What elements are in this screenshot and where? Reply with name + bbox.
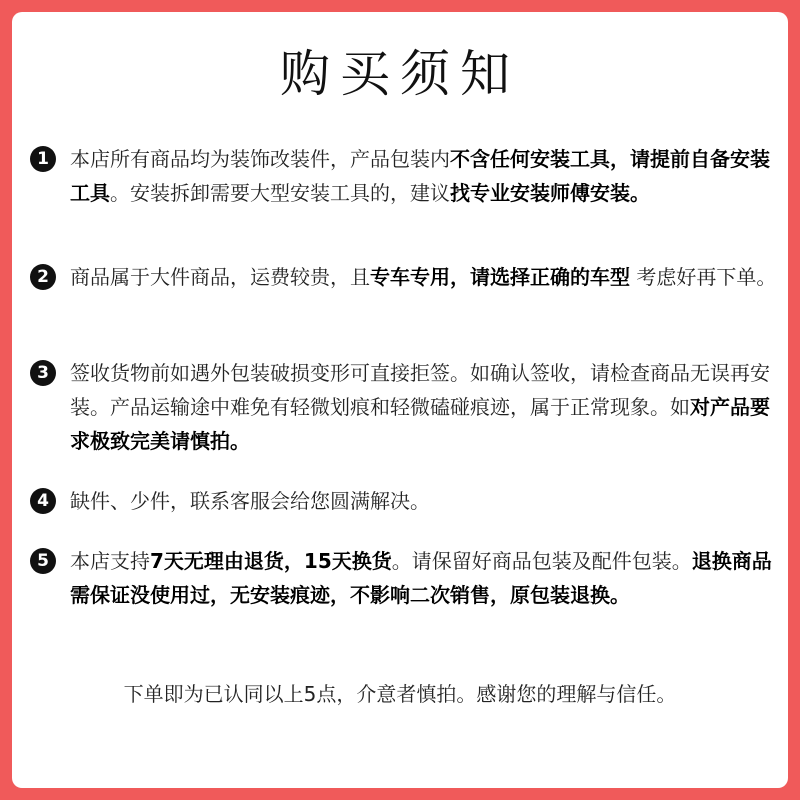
number-badge: 1 [30, 146, 56, 172]
bold-text-segment: 退换商品需保证没使用过，无安装痕迹，不影响二次销售，原包装退换。 [70, 549, 772, 607]
text-segment: 商品属于大件商品，运费较贵，且 [70, 265, 370, 289]
bold-text-segment: 7天无理由退货，15天换货 [150, 549, 392, 573]
notice-item-1 [30, 142, 782, 210]
notice-text [70, 484, 782, 518]
bold-text-segment: 专车专用，请选择正确的车型 [370, 265, 630, 289]
notice-card [12, 12, 788, 788]
notice-item-2 [30, 260, 782, 294]
text-segment: 考虑好再下单。 [630, 265, 777, 289]
notice-text [70, 544, 782, 612]
text-segment: 本店支持 [70, 549, 150, 573]
number-badge: 3 [30, 360, 56, 386]
notice-text [70, 356, 782, 458]
text-segment: 。安装拆卸需要大型安装工具的，建议 [110, 181, 450, 205]
notice-item-5 [30, 544, 782, 612]
page-title: 购买须知 [280, 45, 520, 103]
text-segment: 本店所有商品均为装饰改装件，产品包装内 [70, 147, 450, 171]
footer-note: 下单即为已认同以上5点，介意者慎拍。感谢您的理解与信任。 [123, 682, 677, 706]
notice-text [70, 260, 782, 294]
notice-item-4 [30, 484, 782, 518]
notice-item-3 [30, 356, 782, 458]
number-badge: 2 [30, 264, 56, 290]
bold-text-segment: 对产品要求极致完美请慎拍。 [70, 395, 770, 453]
bold-text-segment: 找专业安装师傅安装。 [450, 181, 650, 205]
notice-text [70, 142, 782, 210]
number-badge: 4 [30, 488, 56, 514]
text-segment: 。请保留好商品包装及配件包装。 [391, 549, 692, 573]
text-segment: 缺件、少件，联系客服会给您圆满解决。 [70, 489, 430, 513]
text-segment: 签收货物前如遇外包装破损变形可直接拒签。如确认签收，请检查商品无误再安装。产品运输途中难免有轻微划痕和轻微磕碰痕迹，属于正常现象。如 [70, 361, 770, 419]
number-badge: 5 [30, 548, 56, 574]
bold-text-segment: 不含任何安装工具，请提前自备安装工具 [70, 147, 770, 205]
